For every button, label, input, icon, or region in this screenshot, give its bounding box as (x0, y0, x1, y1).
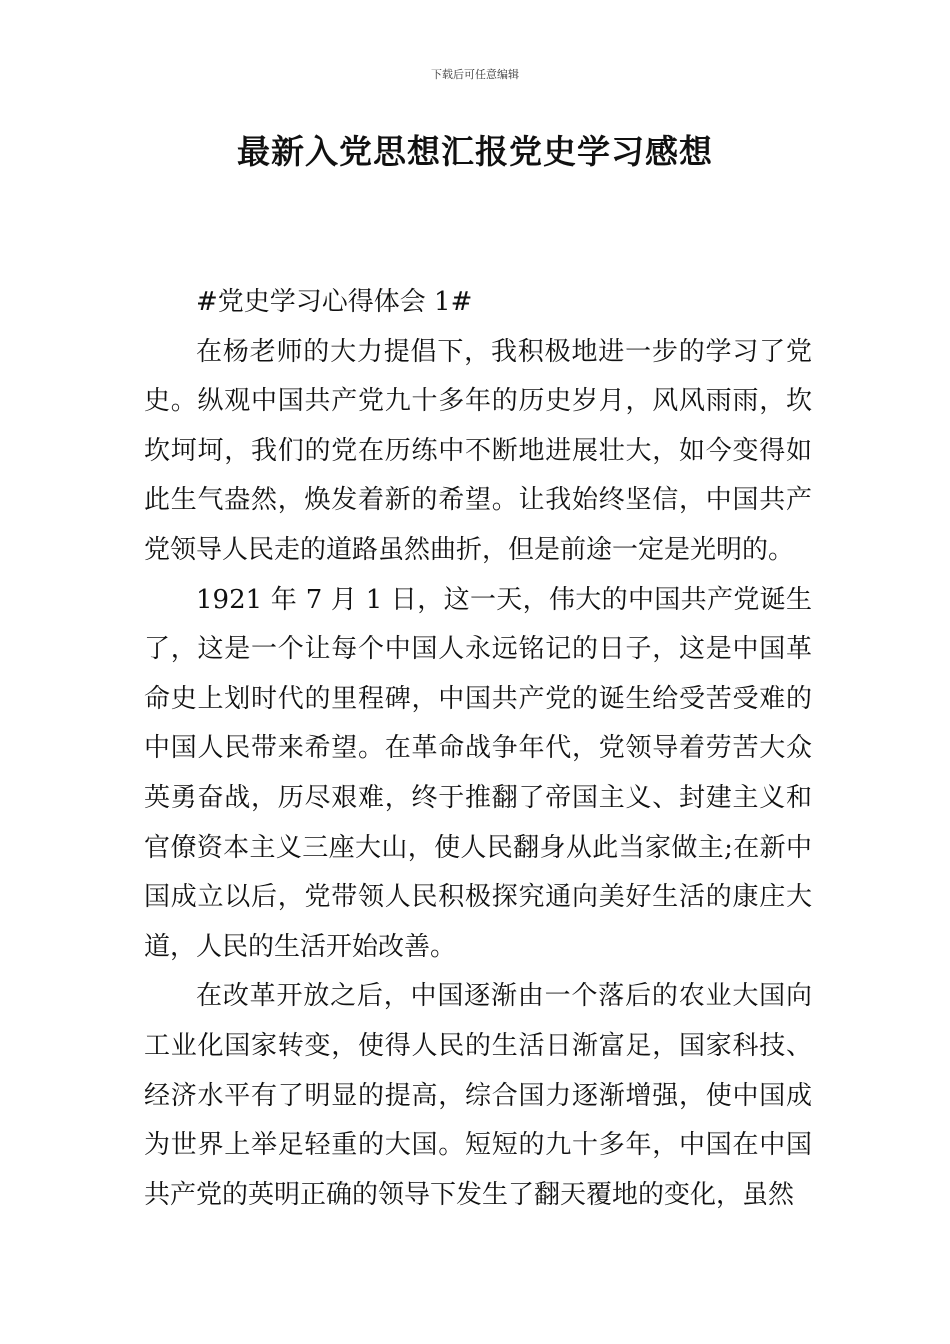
paragraph-2: 1921 年 7 月 1 日，这一天，伟大的中国共产党诞生了，这是一个让每个中国人永远铭记的日子，这是中国革命史上划时代的里程碑，中国共产党的诞生给受苦受难的中国人民带来希望。在革命战争年代，党领导着劳苦大众英勇奋战，历尽艰难，终于推翻了帝国主义、封建主义和官僚资本主义三座大山，使人民翻身从此当家做主;在新中国成立以后，党带领人民积极探究通向美好生活的康庄大道，人民的生活开始改善。 (144, 584, 812, 962)
section-heading: #党史学习心得体会 1# (196, 287, 473, 317)
document-body (144, 278, 812, 1220)
paragraph-3: 在改革开放之后，中国逐渐由一个落后的农业大国向工业化国家转变，使得人民的生活日渐富足，国家科技、经济水平有了明显的提高，综合国力逐渐增强，使中国成为世界上举足轻重的大国。短短的九十多年，中国在中国共产党的英明正确的领导下发生了翻天覆地的变化，虽然 (144, 981, 812, 1210)
paragraph-1: 在杨老师的大力提倡下，我积极地进一步的学习了党史。纵观中国共产党九十多年的历史岁月，风风雨雨，坎坎坷坷，我们的党在历练中不断地进展壮大，如今变得如此生气盎然，焕发着新的希望。让我始终坚信，中国共产党领导人民走的道路虽然曲折，但是前途一定是光明的。 (144, 336, 812, 565)
page-header-note: 下载后可任意编辑 (431, 68, 519, 81)
document-title: 最新入党思想汇报党史学习感想 (237, 132, 713, 171)
